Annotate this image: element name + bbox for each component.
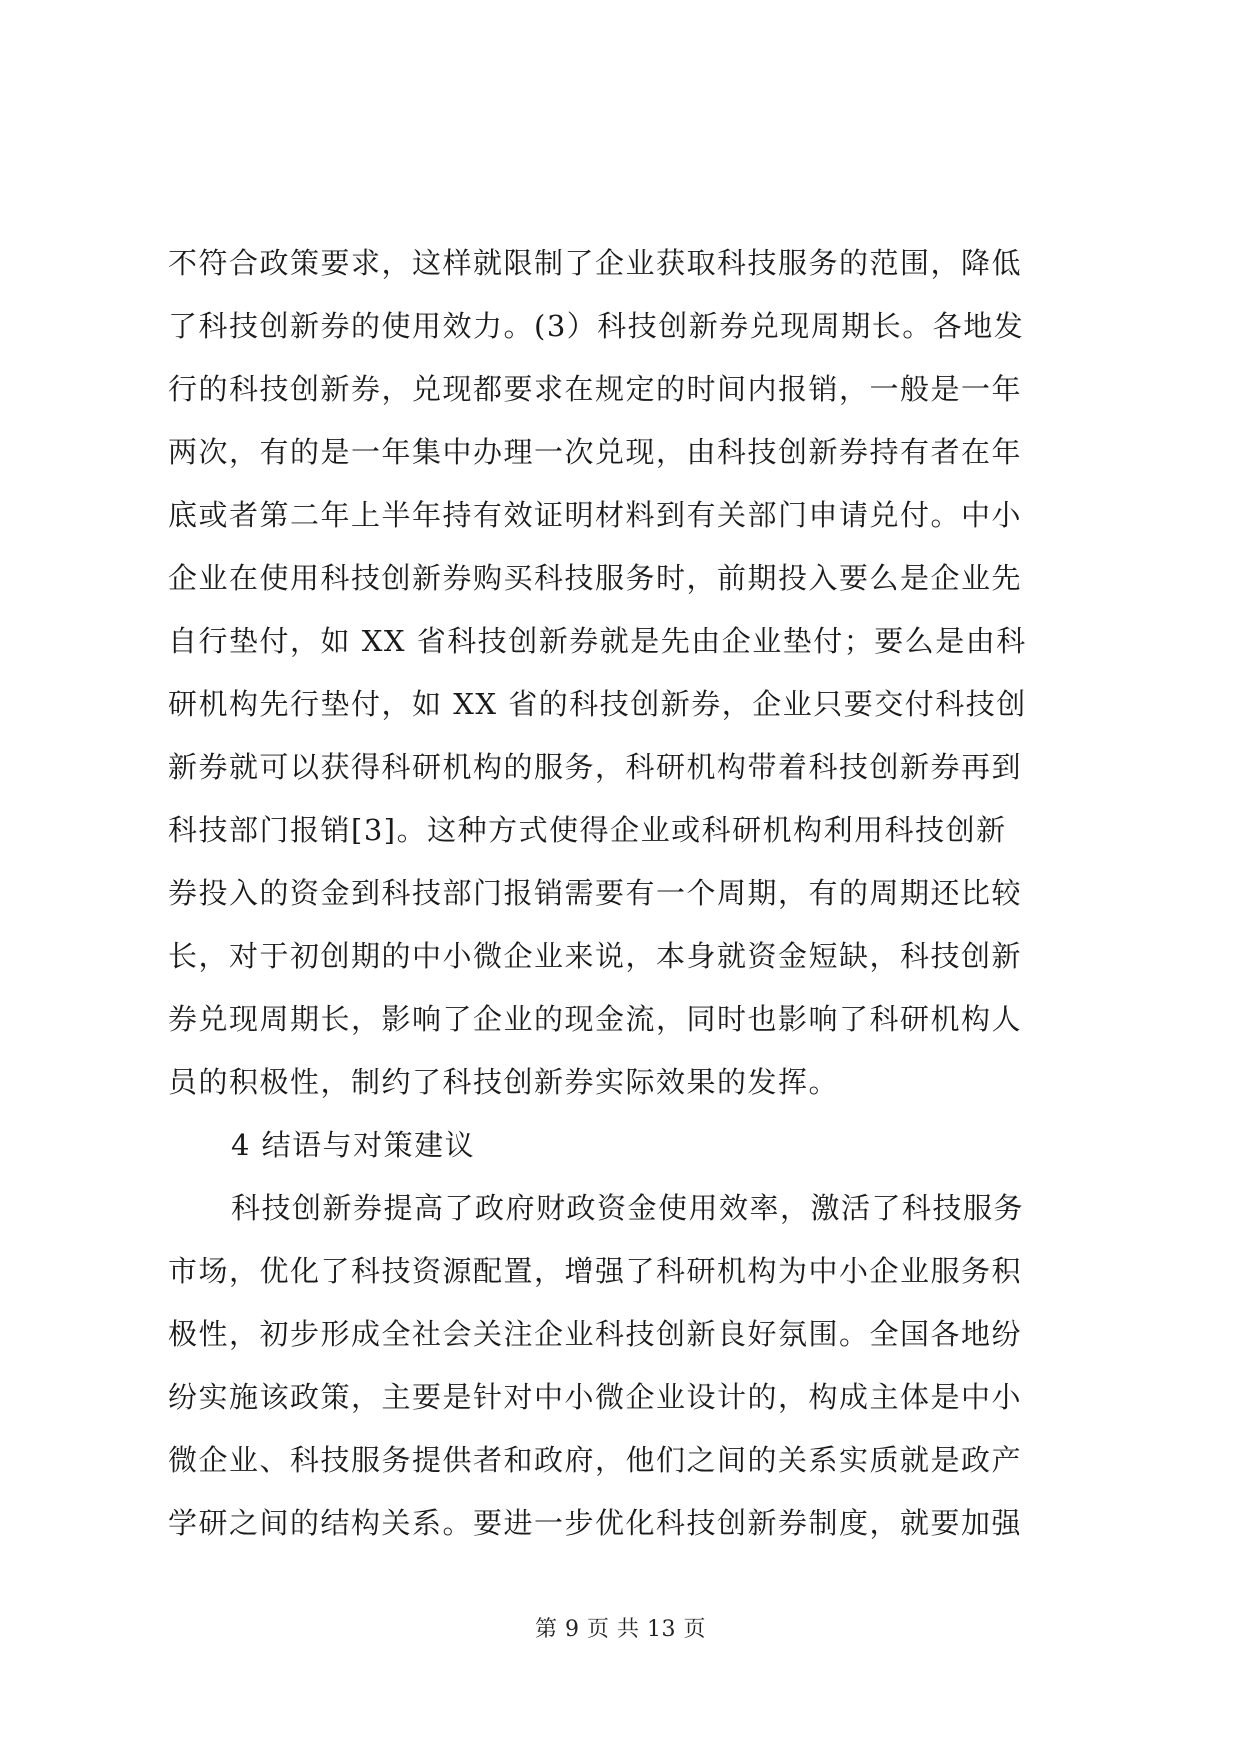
text-line: 极性，初步形成全社会关注企业科技创新良好氛围。全国各地纷 [168, 1317, 1023, 1351]
text-line: 自行垫付，如 XX 省科技创新券就是先由企业垫付；要么是由科 [168, 624, 1027, 658]
text-line: 员的积极性，制约了科技创新券实际效果的发挥。 [168, 1065, 840, 1099]
document-body [168, 232, 1088, 1555]
text-line: 科技部门报销[3]。这种方式使得企业或科研机构利用科技创新 [168, 813, 1007, 847]
text-line: 市场，优化了科技资源配置，增强了科研机构为中小企业服务积 [168, 1254, 1023, 1288]
text-line: 长，对于初创期的中小微企业来说，本身就资金短缺，科技创新 [168, 939, 1023, 973]
text-line: 两次，有的是一年集中办理一次兑现，由科技创新券持有者在年 [168, 435, 1023, 469]
text-line: 研机构先行垫付，如 XX 省的科技创新券，企业只要交付科技创 [168, 687, 1027, 721]
paragraph-conclusion [168, 1177, 1088, 1555]
text-line: 企业在使用科技创新券购买科技服务时，前期投入要么是企业先 [168, 561, 1023, 595]
text-line: 不符合政策要求，这样就限制了企业获取科技服务的范围，降低 [168, 246, 1023, 280]
text-line: 了科技创新券的使用效力。(3）科技创新券兑现周期长。各地发 [168, 309, 1025, 343]
text-line: 券兑现周期长，影响了企业的现金流，同时也影响了科研机构人 [168, 1002, 1023, 1036]
page-number: 第 9 页 共 13 页 [535, 1617, 706, 1642]
section-heading-text: 4 结语与对策建议 [231, 1128, 476, 1162]
text-line: 底或者第二年上半年持有效证明材料到有关部门申请兑付。中小 [168, 498, 1023, 532]
text-line: 科技创新券提高了政府财政资金使用效率，激活了科技服务 [231, 1191, 1025, 1225]
text-line: 纷实施该政策，主要是针对中小微企业设计的，构成主体是中小 [168, 1380, 1023, 1414]
text-line: 学研之间的结构关系。要进一步优化科技创新券制度，就要加强 [168, 1506, 1023, 1540]
section-heading [168, 1114, 1088, 1177]
text-line: 行的科技创新券，兑现都要求在规定的时间内报销，一般是一年 [168, 372, 1023, 406]
text-line: 券投入的资金到科技部门报销需要有一个周期，有的周期还比较 [168, 876, 1023, 910]
text-line: 微企业、科技服务提供者和政府，他们之间的关系实质就是政产 [168, 1443, 1023, 1477]
paragraph-continued [168, 232, 1088, 1114]
text-line: 新券就可以获得科研机构的服务，科研机构带着科技创新券再到 [168, 750, 1023, 784]
